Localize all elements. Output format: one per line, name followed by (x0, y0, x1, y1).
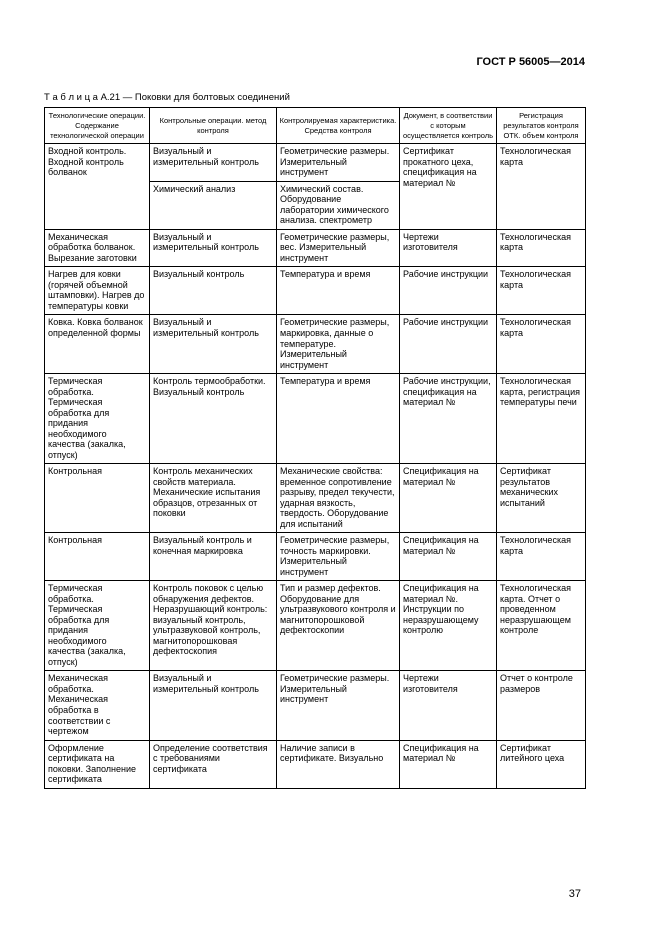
table-cell: Рабочие инструкции, спецификация на материал № (400, 374, 497, 464)
doc-code: ГОСТ Р 56005—2014 (476, 56, 585, 68)
table-row (45, 267, 586, 315)
table-cell: Механическая обработка болванок. Вырезание заготовки (45, 229, 150, 267)
table-cell: Температура и время (277, 374, 400, 464)
table-caption: Т а б л и ц а А.21 — Поковки для болтовых соединений (44, 92, 290, 103)
table-cell: Химический анализ (150, 181, 277, 229)
table-cell: Визуальный и измерительный контроль (150, 144, 277, 182)
table-cell: Нагрев для ковки (горячей объемной штамповки). Нагрев до температуры ковки (45, 267, 150, 315)
table-cell: Наличие записи в сертификате. Визуально (277, 740, 400, 788)
table-header-cell: Регистрация результатов контроля ОТК. объем контроля (497, 108, 586, 144)
table-cell: Визуальный контроль и конечная маркировка (150, 533, 277, 581)
table-cell: Термическая обработка. Термическая обработка для придания необходимого качества (закалка, отпуск) (45, 374, 150, 464)
table-cell: Контроль термообработки. Визуальный контроль (150, 374, 277, 464)
table-cell: Контрольная (45, 464, 150, 533)
table-cell: Термическая обработка. Термическая обработка для придания необходимого качества (закалка, отпуск) (45, 581, 150, 671)
table-header-cell: Контрольные операции. метод контроля (150, 108, 277, 144)
table-cell: Спецификация на материал №. Инструкции по неразрушающему контролю (400, 581, 497, 671)
table-row (45, 315, 586, 374)
table-row (45, 740, 586, 788)
table-cell: Отчет о контроле размеров (497, 671, 586, 740)
table-cell: Технологическая карта (497, 267, 586, 315)
table-header-cell: Документ, в соответствии с которым осуществляется контроль (400, 108, 497, 144)
table-cell: Технологическая карта, регистрация температуры печи (497, 374, 586, 464)
table-cell: Контроль механических свойств материала. Механические испытания образцов, отрезанных от поковки (150, 464, 277, 533)
table-cell: Спецификация на материал № (400, 740, 497, 788)
table-cell: Температура и время (277, 267, 400, 315)
page-number: 37 (568, 888, 581, 900)
table-cell: Технологическая карта. Отчет о проведенном неразрушающем контроле (497, 581, 586, 671)
table-cell: Сертификат литейного цеха (497, 740, 586, 788)
table-cell: Сертификат результатов механических испытаний (497, 464, 586, 533)
table-row (45, 374, 586, 464)
table-cell: Оформление сертификата на поковки. Заполнение сертификата (45, 740, 150, 788)
table-row (45, 533, 586, 581)
table-cell: Спецификация на материал № (400, 533, 497, 581)
table-cell: Геометрические размеры. Измерительный инструмент (277, 144, 400, 182)
table-cell: Химический состав. Оборудование лаборатории химического анализа. спектрометр (277, 181, 400, 229)
table-cell: Геометрические размеры, вес. Измерительный инструмент (277, 229, 400, 267)
table-cell: Геометрические размеры, точность маркировки. Измерительный инструмент (277, 533, 400, 581)
table-cell: Визуальный и измерительный контроль (150, 671, 277, 740)
table-cell: Визуальный и измерительный контроль (150, 229, 277, 267)
table-cell: Чертежи изготовителя (400, 671, 497, 740)
table-row (45, 229, 586, 267)
table-cell: Геометрические размеры. Измерительный инструмент (277, 671, 400, 740)
table-row (45, 464, 586, 533)
table-cell: Механические свойства: временное сопротивление разрыву, предел текучести, ударная вязкость, твердость. Оборудование для испытаний (277, 464, 400, 533)
table-cell: Тип и размер дефектов. Оборудование для ультразвукового контроля и магнитопорошковой дефектоскопии (277, 581, 400, 671)
table-header-row (45, 108, 586, 144)
table-cell: Ковка. Ковка болванок определенной формы (45, 315, 150, 374)
table-cell: Рабочие инструкции (400, 315, 497, 374)
table-cell: Технологическая карта (497, 533, 586, 581)
table-cell: Сертификат прокатного цеха, спецификация на материал № (400, 144, 497, 230)
table-cell: Рабочие инструкции (400, 267, 497, 315)
table-header-cell: Контролируемая характеристика. Средства контроля (277, 108, 400, 144)
table-cell: Технологическая карта (497, 144, 586, 230)
table-row (45, 581, 586, 671)
forgings-table (44, 107, 586, 789)
table-body (45, 144, 586, 788)
table-cell: Визуальный контроль (150, 267, 277, 315)
table-cell: Определение соответствия с требованиями сертификата (150, 740, 277, 788)
table-cell: Входной контроль. Входной контроль болванок (45, 144, 150, 230)
table-cell: Визуальный и измерительный контроль (150, 315, 277, 374)
table-header-cell: Технологические операции. Содержание технологической операции (45, 108, 150, 144)
table-cell: Механическая обработка. Механическая обработка в соответствии с чертежом (45, 671, 150, 740)
table-cell: Геометрические размеры, маркировка, данные о температуре. Измерительный инструмент (277, 315, 400, 374)
table-row (45, 671, 586, 740)
table-row (45, 144, 586, 182)
table-cell: Контрольная (45, 533, 150, 581)
table-cell: Чертежи изготовителя (400, 229, 497, 267)
table-cell: Контроль поковок с целью обнаружения дефектов. Неразрушающий контроль: визуальный контроль, ультразвуковой контроль, магнитопорошковая дефектоскопия (150, 581, 277, 671)
table-cell: Технологическая карта (497, 315, 586, 374)
table-cell: Технологическая карта (497, 229, 586, 267)
table-cell: Спецификация на материал № (400, 464, 497, 533)
